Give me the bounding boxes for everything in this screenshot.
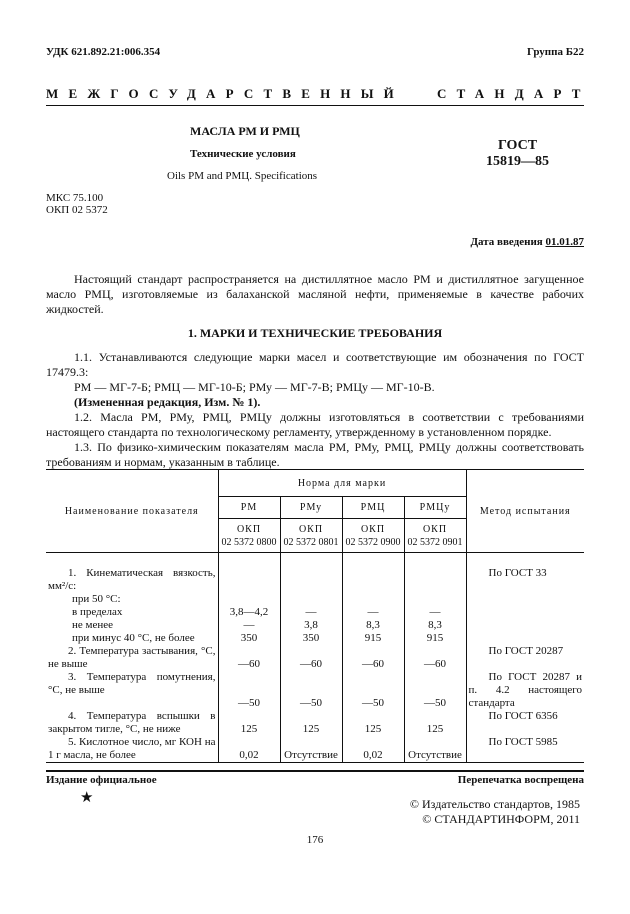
value-cell: 8,3: [404, 619, 466, 632]
document-subtitle: Технические условия: [190, 148, 296, 160]
table-row: [46, 736, 584, 763]
grade-header: РМ: [218, 497, 280, 519]
gost-label: ГОСТ: [498, 138, 538, 153]
value-cell: 8,3: [342, 619, 404, 632]
okp-code-cell: [218, 519, 280, 553]
value-cell: —50: [280, 671, 342, 710]
value-cell: 0,02: [342, 736, 404, 763]
indicator-cell: при 50 °С:: [46, 593, 218, 606]
method-cell: [466, 593, 584, 606]
okp-code-cell: [342, 519, 404, 553]
okp-code: 02 5372 0801: [283, 536, 339, 548]
reprint-notice: Перепечатка воспрещена: [457, 774, 584, 786]
copyright-2011: © СТАНДАРТИНФОРМ, 2011: [422, 812, 580, 826]
value-cell: 350: [280, 632, 342, 645]
okp-label: ОКП: [360, 523, 386, 535]
value-cell: [342, 553, 404, 594]
table-row: [46, 619, 584, 632]
value-cell: 915: [342, 632, 404, 645]
footer-rule: [46, 770, 584, 772]
page-number: 176: [306, 834, 324, 846]
intro-paragraph: Настоящий стандарт распространяется на дистиллятное масло РМ и дистиллятное загущенное масло РМЦ, изготовляемые из балаханской масляной нефти, применяемые в качестве рабочих жидкостей.: [46, 272, 584, 316]
okp-label: ОКП: [236, 523, 262, 535]
value-cell: 125: [280, 710, 342, 736]
value-cell: —60: [218, 645, 280, 671]
value-cell: Отсутствие: [280, 736, 342, 763]
indicator-cell: 3. Температура помутнения, °С, не выше: [46, 671, 218, 710]
english-title: Oils PM and РМЦ. Specifications: [167, 170, 318, 182]
amendment-note: (Измененная редакция, Изм. № 1).: [74, 395, 261, 409]
value-cell: —50: [218, 671, 280, 710]
value-cell: Отсутствие: [404, 736, 466, 763]
value-cell: 0,02: [218, 736, 280, 763]
value-cell: —60: [342, 645, 404, 671]
value-cell: [404, 593, 466, 606]
gost-number: 15819—85: [486, 154, 549, 169]
value-cell: [404, 553, 466, 594]
value-cell: —60: [280, 645, 342, 671]
value-cell: 125: [218, 710, 280, 736]
value-cell: 3,8: [280, 619, 342, 632]
column-header-indicator: Наименование показателя: [46, 470, 218, 553]
table-row: [46, 606, 584, 619]
copyright-1985: © Издательство стандартов, 1985: [409, 797, 580, 811]
group-code: Группа Б22: [527, 46, 584, 58]
okp-code: 02 5372 0800: [221, 536, 277, 548]
interstate-heading: МЕЖГОСУДАРСТВЕННЫЙ: [46, 86, 404, 101]
value-cell: [280, 593, 342, 606]
okp-label: ОКП: [298, 523, 324, 535]
okp-code-cell: [404, 519, 466, 553]
okp-code-cell: [280, 519, 342, 553]
method-cell: По ГОСТ 33: [488, 567, 547, 579]
method-cell: [466, 632, 584, 645]
grade-header: РМЦу: [404, 497, 466, 519]
intro-date-label: Дата введения: [470, 236, 543, 248]
value-cell: [280, 553, 342, 594]
okp-code: ОКП 02 5372: [46, 204, 108, 216]
method-cell: По ГОСТ 20287 и п. 4.2 настоящего стандарта: [468, 671, 582, 709]
grade-header: РМЦ: [342, 497, 404, 519]
header-rule: [46, 105, 584, 106]
value-cell: [218, 593, 280, 606]
method-cell: [466, 606, 584, 619]
value-cell: [218, 553, 280, 594]
intro-date-value: 01.01.87: [545, 236, 584, 248]
indicator-cell: не менее: [46, 619, 218, 632]
document-title: МАСЛА РМ И РМЦ: [190, 124, 300, 138]
value-cell: —: [404, 606, 466, 619]
udk-code: УДК 621.892.21:006.354: [46, 46, 161, 58]
value-cell: —: [342, 606, 404, 619]
copyright-block: [410, 797, 580, 827]
okp-code: 02 5372 0900: [345, 536, 401, 548]
column-header-norm: Норма для марки: [218, 470, 466, 497]
value-cell: —50: [404, 671, 466, 710]
star-icon: ★: [80, 790, 94, 806]
value-cell: [342, 593, 404, 606]
method-cell: По ГОСТ 6356: [488, 710, 558, 722]
value-cell: —: [280, 606, 342, 619]
value-cell: —50: [342, 671, 404, 710]
value-cell: 3,8—4,2: [218, 606, 280, 619]
indicator-cell: при минус 40 °С, не более: [46, 632, 218, 645]
indicator-cell: 4. Температура вспышки в закрытом тигле, °С, не ниже: [46, 710, 218, 736]
classification-codes: [46, 192, 108, 216]
table-row: [46, 553, 584, 594]
value-cell: —60: [404, 645, 466, 671]
table-row: [46, 671, 584, 710]
grade-designations: РМ — МГ-7-Б; РМЦ — МГ-10-Б; РМу — МГ-7-В; РМЦу — МГ-10-В.: [74, 380, 435, 394]
indicator-cell: 2. Температура застывания, °С, не выше: [46, 645, 218, 671]
section-heading: 1. МАРКИ И ТЕХНИЧЕСКИЕ ТРЕБОВАНИЯ: [187, 326, 443, 340]
official-edition: Издание официальное: [46, 774, 157, 786]
specification-table: [46, 469, 584, 763]
grade-header: РМу: [280, 497, 342, 519]
paragraph-1-1: 1.1. Устанавливаются следующие марки масел и соответствующие им обозначения по ГОСТ 17479.3:: [46, 350, 584, 379]
mks-code: МКС 75.100: [46, 192, 104, 204]
paragraph-1-2: 1.2. Масла РМ, РМу, РМЦ, РМЦу должны изготовляться в соответствии с требованиями настоящего стандарта по технологическому регламенту, утвержденному в установленном порядке.: [46, 410, 584, 439]
okp-label: ОКП: [422, 523, 448, 535]
okp-code: 02 5372 0901: [407, 536, 463, 548]
table-row: [46, 645, 584, 671]
column-header-method: Метод испытания: [466, 470, 584, 553]
value-cell: —: [218, 619, 280, 632]
standard-heading: СТАНДАРТ: [437, 86, 591, 101]
value-cell: 350: [218, 632, 280, 645]
value-cell: 125: [342, 710, 404, 736]
indicator-cell: в пределах: [46, 606, 218, 619]
indicator-cell: 1. Кинематическая вязкость, мм²/с:: [46, 553, 218, 594]
method-cell: [466, 619, 584, 632]
method-cell: По ГОСТ 5985: [488, 736, 558, 748]
table-row: [46, 593, 584, 606]
intro-date: [470, 236, 584, 248]
table-row: [46, 632, 584, 645]
table-row: [46, 710, 584, 736]
value-cell: 125: [404, 710, 466, 736]
paragraph-1-3: 1.3. По физико-химическим показателям масла РМ, РМу, РМЦ, РМЦу должны соответствовать требованиям и нормам, указанным в таблице.: [46, 440, 584, 469]
indicator-cell: 5. Кислотное число, мг КОН на 1 г масла, не более: [46, 736, 218, 763]
value-cell: 915: [404, 632, 466, 645]
method-cell: По ГОСТ 20287: [488, 645, 564, 657]
